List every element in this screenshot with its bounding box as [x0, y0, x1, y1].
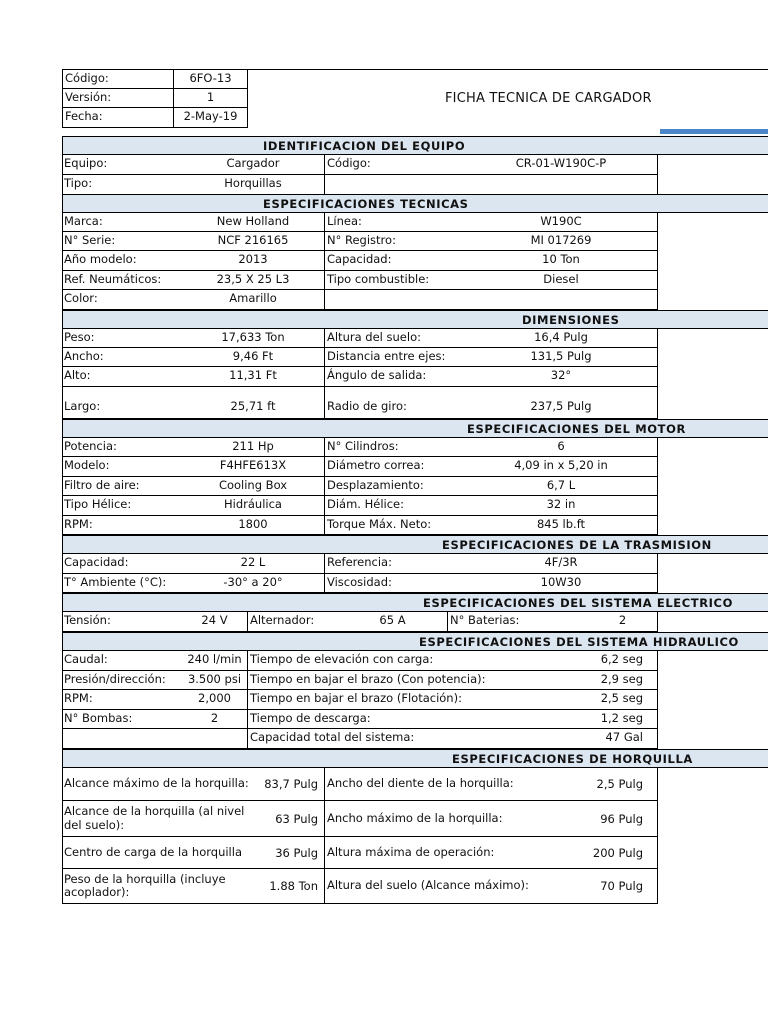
- tra-row-2-right-value: 10W30: [465, 574, 658, 593]
- hor-row-4-right-label: Altura del suelo (Alcance máximo):: [325, 869, 530, 904]
- mot-row-3-left-label: Filtro de aire:: [62, 477, 182, 496]
- mot-row-3-right-value: 6,7 L: [465, 477, 658, 496]
- hor-row-3-left-label: Centro de carga de la horquilla: [62, 837, 252, 869]
- tec-row-4-right-value: Diesel: [465, 271, 658, 290]
- header-codigo-value: 6FO-13: [174, 69, 248, 89]
- tec-row-1-right-value: W190C: [465, 213, 658, 232]
- dim-row-3-right-label: Ángulo de salida:: [325, 367, 465, 387]
- mot-row-5-right-value: 845 lb.ft: [465, 516, 658, 535]
- section-electrico-heading: ESPECIFICACIONES DEL SISTEMA ELECTRICO: [62, 593, 768, 612]
- hid-row-4-right-label: Tiempo de descarga:: [248, 710, 538, 729]
- tec-row-5-right-value: [465, 290, 658, 310]
- hid-row-3-left-label: RPM:: [62, 690, 182, 710]
- dim-row-4-right-label: Radio de giro:: [325, 387, 465, 419]
- tec-row-5-right-label: [325, 290, 465, 310]
- mot-row-4-left-value: Hidráulica: [182, 496, 325, 516]
- mot-row-5-right-label: Torque Máx. Neto:: [325, 516, 465, 535]
- tec-row-5-left-value: Amarillo: [182, 290, 325, 310]
- dim-row-1-right-label: Altura del suelo:: [325, 329, 465, 348]
- mot-row-2-right-value: 4,09 in x 5,20 in: [465, 457, 658, 477]
- tec-row-1-left-value: New Holland: [182, 213, 325, 232]
- dim-row-3-left-value: 11,31 Ft: [182, 367, 325, 387]
- accent-line: [660, 129, 768, 134]
- hid-row-4-left-value: 2: [182, 710, 248, 729]
- dim-row-2-right-label: Distancia entre ejes:: [325, 348, 465, 367]
- hor-row-4-right-value: 70 Pulg: [530, 869, 658, 904]
- dim-row-1-left-value: 17,633 Ton: [182, 329, 325, 348]
- tec-row-5-left-label: Color:: [62, 290, 182, 310]
- mot-row-3-right-label: Desplazamiento:: [325, 477, 465, 496]
- tipo-value: Horquillas: [182, 175, 325, 195]
- hor-row-3-right-value: 200 Pulg: [530, 837, 658, 869]
- mot-row-4-right-value: 32 in: [465, 496, 658, 516]
- hor-row-1-left-label: Alcance máximo de la horquilla:: [62, 768, 252, 801]
- header-version-value: 1: [174, 89, 248, 108]
- baterias-value: 2: [588, 612, 658, 632]
- codigo-equipo-value: CR-01-W190C-P: [465, 155, 658, 175]
- tec-row-2-right-value: MI 017269: [465, 232, 658, 251]
- mot-row-2-left-label: Modelo:: [62, 457, 182, 477]
- mot-row-3-left-value: Cooling Box: [182, 477, 325, 496]
- hor-row-3-right-label: Altura máxima de operación:: [325, 837, 530, 869]
- hid-row-3-right-label: Tiempo en bajar el brazo (Flotación):: [248, 690, 538, 710]
- tec-row-4-left-label: Ref. Neumáticos:: [62, 271, 182, 290]
- equipo-label: Equipo:: [62, 155, 182, 175]
- hid-row-5-left-label: [62, 729, 182, 749]
- alternador-value: 65 A: [338, 612, 448, 632]
- mot-row-4-right-label: Diám. Hélice:: [325, 496, 465, 516]
- hor-row-4-left-value: 1.88 Ton: [252, 869, 325, 904]
- hid-row-5-right-label: Capacidad total del sistema:: [248, 729, 538, 749]
- mot-row-1-left-label: Potencia:: [62, 438, 182, 457]
- hid-row-4-left-label: N° Bombas:: [62, 710, 182, 729]
- hor-row-1-right-value: 2,5 Pulg: [530, 768, 658, 801]
- hor-row-2-right-value: 96 Pulg: [530, 801, 658, 837]
- dim-row-4-left-label: Largo:: [62, 387, 182, 419]
- equipo-value: Cargador: [182, 155, 325, 175]
- tec-row-3-left-label: Año modelo:: [62, 251, 182, 271]
- tra-row-1-left-label: Capacidad:: [62, 554, 182, 574]
- header-top-border: [248, 69, 768, 70]
- alternador-label: Alternador:: [248, 612, 338, 632]
- page-title: FICHA TECNICA DE CARGADOR: [445, 91, 652, 106]
- hid-row-2-left-value: 3.500 psi: [182, 671, 248, 690]
- hid-row-3-left-value: 2,000: [182, 690, 248, 710]
- hid-row-2-right-value: 2,9 seg: [538, 671, 658, 690]
- tra-row-1-right-label: Referencia:: [325, 554, 465, 574]
- codigo-equipo-label: Código:: [325, 155, 465, 175]
- dim-row-2-left-label: Ancho:: [62, 348, 182, 367]
- tec-row-3-right-label: Capacidad:: [325, 251, 465, 271]
- dim-row-1-left-label: Peso:: [62, 329, 182, 348]
- tec-row-1-left-label: Marca:: [62, 213, 182, 232]
- section-tecnicas-heading: ESPECIFICACIONES TECNICAS: [62, 194, 768, 213]
- dim-row-2-right-value: 131,5 Pulg: [465, 348, 658, 367]
- tipo-label: Tipo:: [62, 175, 182, 195]
- hid-row-2-left-label: Presión/dirección:: [62, 671, 182, 690]
- hid-row-5-left-value: [182, 729, 248, 749]
- hor-row-2-left-value: 63 Pulg: [252, 801, 325, 837]
- dim-row-1-right-value: 16,4 Pulg: [465, 329, 658, 348]
- hor-row-2-left-label: Alcance de la horquilla (al nivel del suelo):: [62, 801, 252, 837]
- mot-row-4-left-label: Tipo Hélice:: [62, 496, 182, 516]
- section-hidraulico-heading: ESPECIFICACIONES DEL SISTEMA HIDRAULICO: [62, 632, 768, 651]
- tra-row-2-right-label: Viscosidad:: [325, 574, 465, 593]
- header-version-label: Versión:: [62, 89, 174, 108]
- tension-value: 24 V: [182, 612, 248, 632]
- hid-row-5-right-value: 47 Gal: [538, 729, 658, 749]
- mot-row-1-right-value: 6: [465, 438, 658, 457]
- tension-label: Tensión:: [62, 612, 182, 632]
- section-horquilla-heading: ESPECIFICACIONES DE HORQUILLA: [62, 749, 768, 768]
- hor-row-1-left-value: 83,7 Pulg: [252, 768, 325, 801]
- header-fecha-label: Fecha:: [62, 108, 174, 128]
- tec-row-2-left-label: N° Serie:: [62, 232, 182, 251]
- tec-row-3-right-value: 10 Ton: [465, 251, 658, 271]
- section-trasmision-heading: ESPECIFICACIONES DE LA TRASMISION: [62, 535, 768, 554]
- tec-row-4-right-label: Tipo combustible:: [325, 271, 465, 290]
- header-fecha-value: 2-May-19: [174, 108, 248, 128]
- tra-row-1-left-value: 22 L: [182, 554, 325, 574]
- hid-row-4-right-value: 1,2 seg: [538, 710, 658, 729]
- tec-row-2-left-value: NCF 216165: [182, 232, 325, 251]
- dim-row-2-left-value: 9,46 Ft: [182, 348, 325, 367]
- hor-row-4-left-label: Peso de la horquilla (incluye acoplador):: [62, 869, 252, 904]
- dim-row-4-right-value: 237,5 Pulg: [465, 387, 658, 419]
- tipo-empty-cell: [325, 175, 658, 195]
- hor-row-2-right-label: Ancho máximo de la horquilla:: [325, 801, 530, 837]
- hid-row-1-left-value: 240 l/min: [182, 651, 248, 671]
- tec-row-1-right-label: Línea:: [325, 213, 465, 232]
- dim-row-3-right-value: 32°: [465, 367, 658, 387]
- mot-row-5-left-label: RPM:: [62, 516, 182, 535]
- tec-row-3-left-value: 2013: [182, 251, 325, 271]
- section-dimensiones-heading: DIMENSIONES: [62, 310, 768, 329]
- dim-row-4-left-value: 25,71 ft: [182, 387, 325, 419]
- dim-row-3-left-label: Alto:: [62, 367, 182, 387]
- mot-row-2-right-label: Diámetro correa:: [325, 457, 465, 477]
- tec-row-4-left-value: 23,5 X 25 L3: [182, 271, 325, 290]
- header-codigo-label: Código:: [62, 69, 174, 89]
- hid-row-1-left-label: Caudal:: [62, 651, 182, 671]
- tra-row-2-left-label: T° Ambiente (°C):: [62, 574, 182, 593]
- hor-row-3-left-value: 36 Pulg: [252, 837, 325, 869]
- hid-row-2-right-label: Tiempo en bajar el brazo (Con potencia):: [248, 671, 538, 690]
- mot-row-1-left-value: 211 Hp: [182, 438, 325, 457]
- tra-row-2-left-value: -30° a 20°: [182, 574, 325, 593]
- hid-row-1-right-value: 6,2 seg: [538, 651, 658, 671]
- mot-row-5-left-value: 1800: [182, 516, 325, 535]
- section-motor-heading: ESPECIFICACIONES DEL MOTOR: [62, 419, 768, 438]
- tra-row-1-right-value: 4F/3R: [465, 554, 658, 574]
- hid-row-1-right-label: Tiempo de elevación con carga:: [248, 651, 538, 671]
- mot-row-1-right-label: N° Cilindros:: [325, 438, 465, 457]
- baterias-label: N° Baterias:: [448, 612, 588, 632]
- section-identificacion-heading: IDENTIFICACION DEL EQUIPO: [62, 136, 768, 155]
- hid-row-3-right-value: 2,5 seg: [538, 690, 658, 710]
- hor-row-1-right-label: Ancho del diente de la horquilla:: [325, 768, 530, 801]
- mot-row-2-left-value: F4HFE613X: [182, 457, 325, 477]
- tec-row-2-right-label: N° Registro:: [325, 232, 465, 251]
